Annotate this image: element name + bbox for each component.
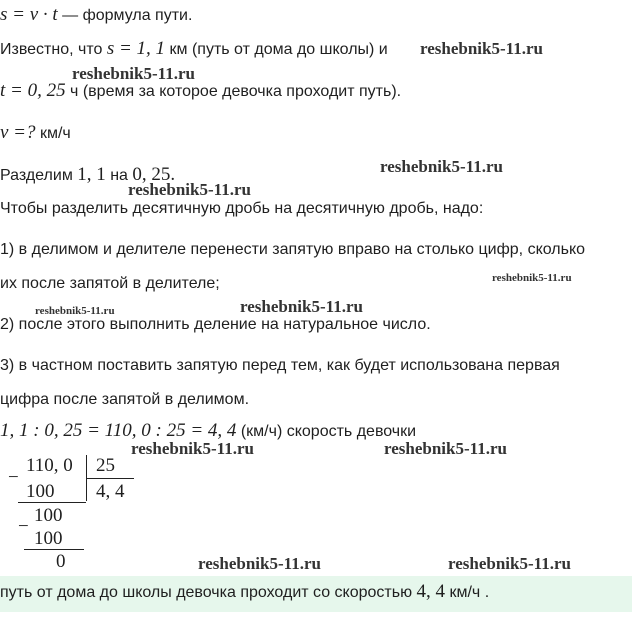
watermark: reshebnik5-11.ru [128, 180, 251, 199]
minus-sign: − [8, 467, 19, 488]
watermark: reshebnik5-11.ru [492, 272, 572, 284]
known-pre: Известно, что [0, 41, 107, 58]
watermark: reshebnik5-11.ru [240, 297, 363, 316]
watermark: reshebnik5-11.ru [384, 439, 507, 458]
dividend: 110, 0 [26, 455, 73, 476]
divisor-underline [86, 478, 134, 479]
watermark: reshebnik5-11.ru [35, 305, 115, 317]
known-post: км (путь от дома до школы) и [165, 41, 388, 58]
line-known [0, 38, 388, 61]
computation-post: (км/ч) скорость девочки [236, 423, 417, 440]
line-rule-1-cont: их после запятой в делителе; [0, 275, 220, 292]
line-velocity [0, 122, 71, 145]
answer-text: путь от дома до школы девочка проходит со скоростью [0, 584, 417, 601]
minus-sign-2: − [18, 516, 29, 537]
remainder-1: 100 [34, 505, 63, 526]
time-post: ч (время за которое девочка проходит путь). [65, 83, 402, 100]
divide-mid: на [105, 167, 133, 184]
watermark: reshebnik5-11.ru [448, 554, 571, 573]
velocity-post: км/ч [35, 125, 71, 142]
line-formula [0, 4, 192, 27]
line-rule-intro: Чтобы разделить десятичную дробь на десятичную дробь, надо: [0, 200, 484, 217]
time-math: t = 0, 25 [0, 80, 66, 101]
answer-box [0, 576, 632, 612]
watermark: reshebnik5-11.ru [198, 554, 321, 573]
computation-math: 1, 1 : 0, 25 = 110, 0 : 25 = 4, 4 [0, 420, 237, 441]
answer-value: 4, 4 [416, 581, 446, 602]
watermark: reshebnik5-11.ru [420, 39, 543, 58]
quotient: 4, 4 [96, 481, 125, 502]
line-rule-2: 2) после этого выполнить деление на натуральное число. [0, 316, 431, 333]
line-time [0, 80, 401, 103]
watermark: reshebnik5-11.ru [380, 157, 503, 176]
divide-b: 0, 25. [132, 164, 176, 185]
formula-math: s = v · t [0, 4, 58, 25]
divisor: 25 [96, 455, 115, 476]
answer-unit: км/ч . [445, 584, 490, 601]
known-math: s = 1, 1 [106, 38, 166, 59]
formula-text: — формула пути. [57, 7, 193, 24]
line-rule-3: 3) в частном поставить запятую перед тем, как будет использована первая [0, 357, 560, 374]
watermark: reshebnik5-11.ru [131, 439, 254, 458]
line-rule-3-cont: цифра после запятой в делимом. [0, 391, 250, 408]
watermark: reshebnik5-11.ru [72, 64, 195, 83]
subtrahend-2: 100 [34, 528, 63, 549]
subtrahend-1: 100 [26, 481, 55, 502]
divide-pre: Разделим [0, 167, 78, 184]
step-line-1 [18, 502, 86, 503]
answer-line [0, 581, 489, 603]
line-rule-1: 1) в делимом и делителе перенести запятую вправо на столько цифр, сколько [0, 241, 586, 258]
final-remainder: 0 [56, 551, 66, 572]
velocity-math: v =? [0, 122, 36, 143]
divide-a: 1, 1 [77, 164, 106, 185]
step-line-2 [24, 549, 84, 550]
